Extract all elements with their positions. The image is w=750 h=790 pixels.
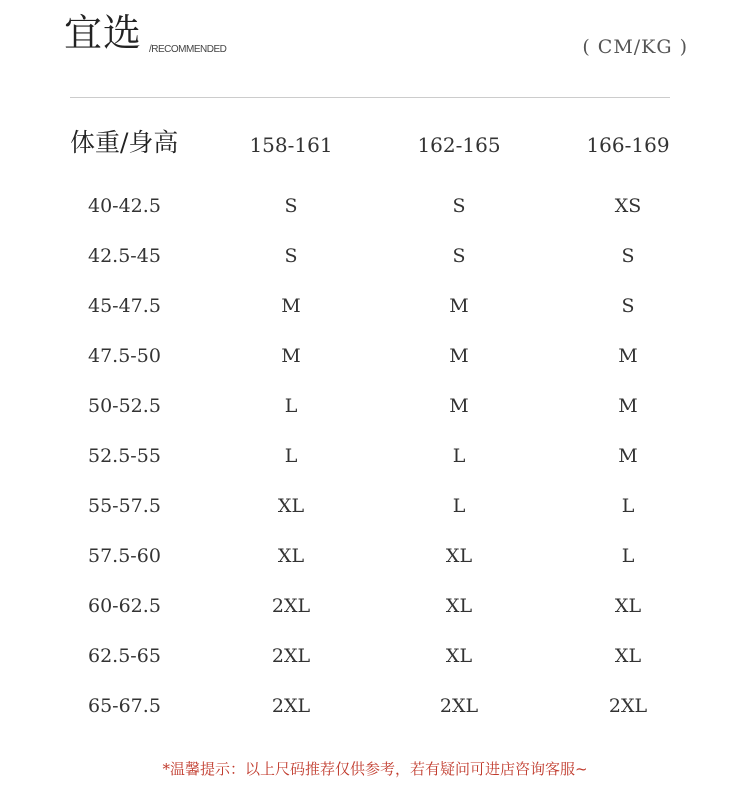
size-cell: S — [621, 245, 635, 267]
table-row — [0, 395, 750, 445]
size-cell: XS — [614, 195, 642, 217]
size-cell: XL — [277, 495, 305, 517]
weight-range: 55-57.5 — [88, 495, 161, 517]
size-cell: L — [452, 495, 466, 517]
size-cell: XL — [614, 645, 642, 667]
weight-range: 50-52.5 — [88, 395, 161, 417]
size-cell: L — [284, 445, 298, 467]
size-cell: L — [284, 395, 298, 417]
size-cell: XL — [445, 545, 473, 567]
size-cell: M — [449, 295, 469, 317]
table-row — [0, 245, 750, 295]
size-advice-note: *温馨提示：以上尺码推荐仅供参考，若有疑问可进店咨询客服~ — [162, 760, 588, 778]
size-cell: S — [284, 245, 298, 267]
size-cell: S — [284, 195, 298, 217]
size-cell: M — [449, 395, 469, 417]
weight-range: 60-62.5 — [88, 595, 161, 617]
size-cell: 2XL — [439, 695, 479, 717]
size-cell: L — [452, 445, 466, 467]
table-row — [0, 545, 750, 595]
size-cell: 2XL — [271, 645, 311, 667]
size-cell: XL — [445, 595, 473, 617]
column-header: 166-169 — [586, 133, 670, 157]
header-divider — [70, 97, 670, 98]
page-title: 宜选 — [64, 11, 143, 55]
table-row — [0, 195, 750, 245]
size-cell: L — [621, 495, 635, 517]
size-table-body — [0, 195, 750, 745]
size-cell: S — [452, 195, 466, 217]
table-header-row — [0, 127, 750, 167]
table-row — [0, 495, 750, 545]
size-cell: M — [618, 445, 638, 467]
size-cell: XL — [614, 595, 642, 617]
weight-range: 42.5-45 — [88, 245, 161, 267]
page-subtitle: /RECOMMENDED — [149, 44, 227, 55]
weight-range: 65-67.5 — [88, 695, 161, 717]
weight-range: 45-47.5 — [88, 295, 161, 317]
size-cell: M — [618, 345, 638, 367]
size-cell: M — [281, 345, 301, 367]
size-cell: M — [449, 345, 469, 367]
weight-range: 47.5-50 — [88, 345, 161, 367]
size-cell: 2XL — [271, 595, 311, 617]
size-cell: L — [621, 545, 635, 567]
size-cell: M — [618, 395, 638, 417]
table-row — [0, 595, 750, 645]
table-row — [0, 345, 750, 395]
weight-range: 57.5-60 — [88, 545, 161, 567]
table-corner-label: 体重/身高 — [70, 128, 179, 157]
table-row — [0, 295, 750, 345]
size-cell: XL — [445, 645, 473, 667]
size-cell: XL — [277, 545, 305, 567]
units-label: ( CM/KG ) — [582, 36, 688, 58]
table-row — [0, 645, 750, 695]
table-row — [0, 445, 750, 495]
size-cell: 2XL — [608, 695, 648, 717]
column-header: 158-161 — [249, 133, 333, 157]
table-row — [0, 695, 750, 745]
weight-range: 52.5-55 — [88, 445, 161, 467]
column-header: 162-165 — [417, 133, 501, 157]
weight-range: 62.5-65 — [88, 645, 161, 667]
size-cell: S — [452, 245, 466, 267]
size-cell: S — [621, 295, 635, 317]
weight-range: 40-42.5 — [88, 195, 161, 217]
size-cell: 2XL — [271, 695, 311, 717]
size-cell: M — [281, 295, 301, 317]
